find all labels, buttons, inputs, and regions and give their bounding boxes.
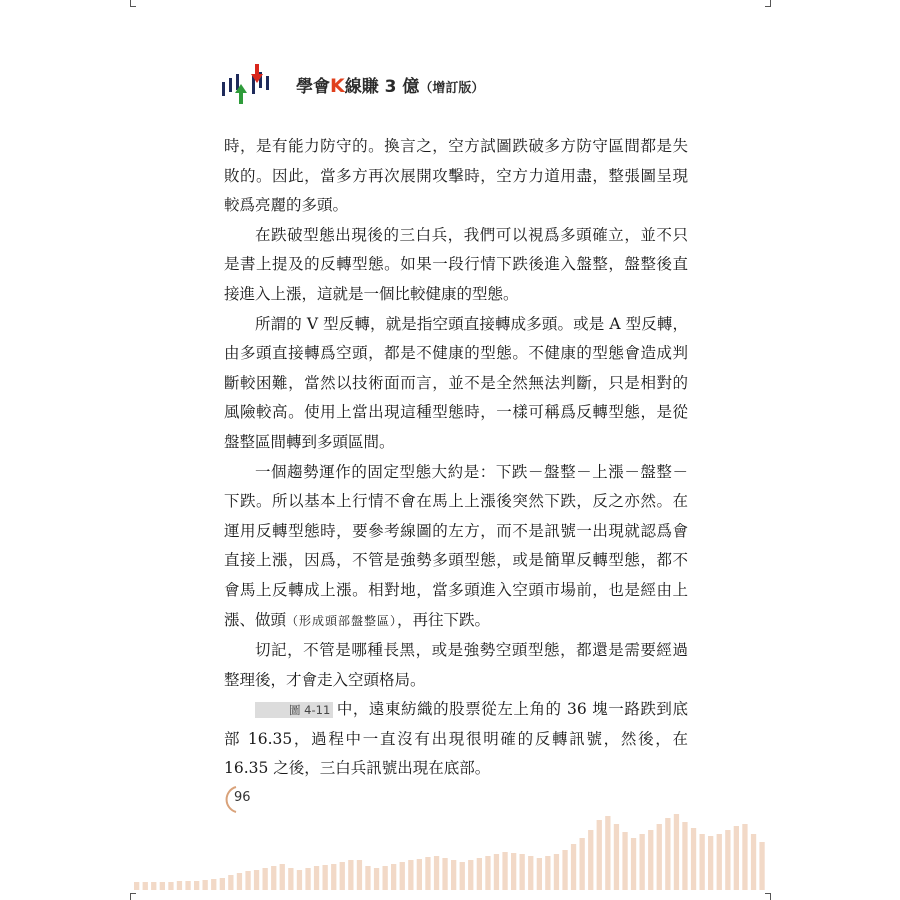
footer-bar bbox=[211, 879, 216, 890]
footer-bar bbox=[297, 870, 302, 890]
footer-bar bbox=[477, 858, 482, 890]
footer-bar bbox=[708, 836, 713, 890]
paragraph-text: 一個趨勢運作的固定型態大約是：下跌－盤整－上漲－盤整－下跌。所以基本上行情不會在馬上上漲後突然下跌，反之亦然。在運用反轉型態時，要參考線圖的左方，而不是訊號一出現就認爲會直接上漲，因爲，不管是強勢多頭型態，或是簡單反轉型態，都不會馬上反轉成上漲。相對地，當多頭進入空頭市場前，也是經由上漲、做頭 bbox=[224, 462, 688, 629]
crop-mark bbox=[130, 894, 131, 900]
crop-mark bbox=[130, 6, 136, 7]
candlestick-arrows-icon bbox=[220, 62, 290, 106]
footer-bar bbox=[263, 868, 268, 890]
footer-bar bbox=[314, 866, 319, 890]
footer-bar bbox=[528, 856, 533, 890]
paragraph: 在跌破型態出現後的三白兵，我們可以視爲多頭確立，並不只是書上提及的反轉型態。如果一段行情下跌後進入盤整，盤整後直接進入上漲，這就是一個比較健康的型態。 bbox=[224, 225, 688, 303]
footer-bar bbox=[271, 866, 276, 890]
footer-bar bbox=[605, 816, 610, 890]
footer-bar bbox=[254, 870, 259, 890]
footer-bar bbox=[425, 857, 430, 890]
book-title-edition: （增訂版） bbox=[419, 81, 485, 96]
footer-bar bbox=[571, 844, 576, 890]
footer-bar bbox=[143, 882, 148, 890]
footer-bar bbox=[280, 864, 285, 890]
footer-bar bbox=[220, 878, 225, 890]
body-text bbox=[224, 132, 688, 784]
footer-bar bbox=[177, 881, 182, 890]
footer-bar bbox=[151, 882, 156, 890]
footer-bar bbox=[417, 859, 422, 890]
footer-bar bbox=[700, 834, 705, 890]
footer-bar bbox=[520, 854, 525, 890]
crop-mark bbox=[765, 6, 771, 7]
footer-bar bbox=[554, 854, 559, 890]
crop-mark bbox=[770, 894, 771, 900]
footer-bar bbox=[537, 858, 542, 890]
footer-bar bbox=[725, 830, 730, 890]
footer-bar bbox=[331, 864, 336, 890]
footer-bar bbox=[734, 826, 739, 890]
footer-bar bbox=[185, 881, 190, 890]
footer-bar bbox=[134, 882, 139, 890]
footer-bar bbox=[245, 871, 250, 890]
footer-bar bbox=[451, 860, 456, 890]
footer-bar bbox=[562, 850, 567, 890]
footer-bar bbox=[631, 838, 636, 890]
crop-mark bbox=[765, 893, 771, 894]
footer-bar bbox=[751, 834, 756, 890]
footer-bar bbox=[228, 875, 233, 890]
footer-bar bbox=[340, 862, 345, 890]
footer-bar bbox=[674, 814, 679, 890]
footer-bar bbox=[657, 824, 662, 890]
footer-bar bbox=[194, 881, 199, 890]
footer-bar bbox=[408, 860, 413, 890]
page-number-badge bbox=[218, 784, 258, 814]
footer-bar bbox=[434, 856, 439, 890]
footer-bar bbox=[614, 824, 619, 890]
footer-bar bbox=[237, 873, 242, 890]
footer-bar bbox=[374, 868, 379, 890]
footer-bar bbox=[597, 820, 602, 890]
footer-bar bbox=[348, 860, 353, 890]
footer-bar bbox=[494, 854, 499, 890]
crop-mark bbox=[130, 893, 136, 894]
page-number: 96 bbox=[234, 790, 251, 805]
footer-bar bbox=[742, 824, 747, 890]
footer-bar bbox=[691, 828, 696, 890]
figure-reference: 圖 4-11 bbox=[255, 702, 333, 718]
footer-bar bbox=[759, 842, 764, 890]
paragraph: 所謂的 V 型反轉，就是指空頭直接轉成多頭。或是 A 型反轉，由多頭直接轉爲空頭，都是不健康的型態。不健康的型態會造成判斷較困難，當然以技術面而言，並不是全然無法判斷，只是相對的風險較高。使用上當出現這種型態時，一樣可稱爲反轉型態，是從盤整區間轉到多頭區間。 bbox=[224, 314, 688, 451]
footer-bar bbox=[717, 834, 722, 890]
footer-bar bbox=[682, 822, 687, 890]
book-title-part1: 學會 bbox=[296, 77, 330, 97]
footer-bar bbox=[511, 853, 516, 890]
footer-bar bbox=[460, 862, 465, 890]
book-title-k: K bbox=[330, 75, 345, 97]
footer-bar bbox=[357, 860, 362, 890]
footer-bar bbox=[160, 882, 165, 890]
book-title bbox=[296, 72, 484, 97]
footer-bar bbox=[648, 830, 653, 890]
footer-bar bbox=[383, 866, 388, 890]
paragraph-text: ，再往下跌。 bbox=[397, 610, 491, 629]
footer-bar bbox=[203, 880, 208, 890]
paragraph: 切記，不管是哪種長黑，或是強勢空頭型態，都還是需要經過整理後，才會走入空頭格局。 bbox=[224, 641, 688, 689]
paragraph bbox=[224, 458, 688, 637]
footer-bar bbox=[442, 858, 447, 890]
footer-bar bbox=[580, 838, 585, 890]
footer-bar bbox=[168, 882, 173, 890]
footer-bar bbox=[323, 865, 328, 890]
footer-bar bbox=[305, 868, 310, 890]
footer-bar bbox=[640, 834, 645, 890]
paragraph bbox=[224, 695, 688, 784]
footer-bar bbox=[545, 856, 550, 890]
footer-bar bbox=[365, 866, 370, 890]
paragraph: 時，是有能力防守的。換言之，空方試圖跌破多方防守區間都是失敗的。因此，當多方再次展開攻擊時，空方力道用盡，整張圖呈現較爲亮麗的多頭。 bbox=[224, 137, 688, 215]
footer-bar bbox=[485, 856, 490, 890]
book-title-part2: 線賺 3 億 bbox=[344, 77, 420, 97]
footer-bar bbox=[622, 832, 627, 890]
footer-bar bbox=[665, 818, 670, 890]
footer-bar bbox=[288, 868, 293, 890]
parenthetical-note: （形成頭部盤整區） bbox=[286, 613, 398, 628]
footer-bar bbox=[588, 830, 593, 890]
footer-bar bbox=[502, 852, 507, 890]
footer-bar bbox=[400, 862, 405, 890]
footer-bar bbox=[391, 864, 396, 890]
paragraph-text: 中，遠東紡織的股票從左上角的 36 塊一路跌到底部 16.35，過程中一直沒有出現很明確的反轉訊號，然後，在 16.35 之後，三白兵訊號出現在底部。 bbox=[224, 700, 688, 778]
footer-bar bbox=[468, 860, 473, 890]
running-header bbox=[220, 62, 520, 106]
